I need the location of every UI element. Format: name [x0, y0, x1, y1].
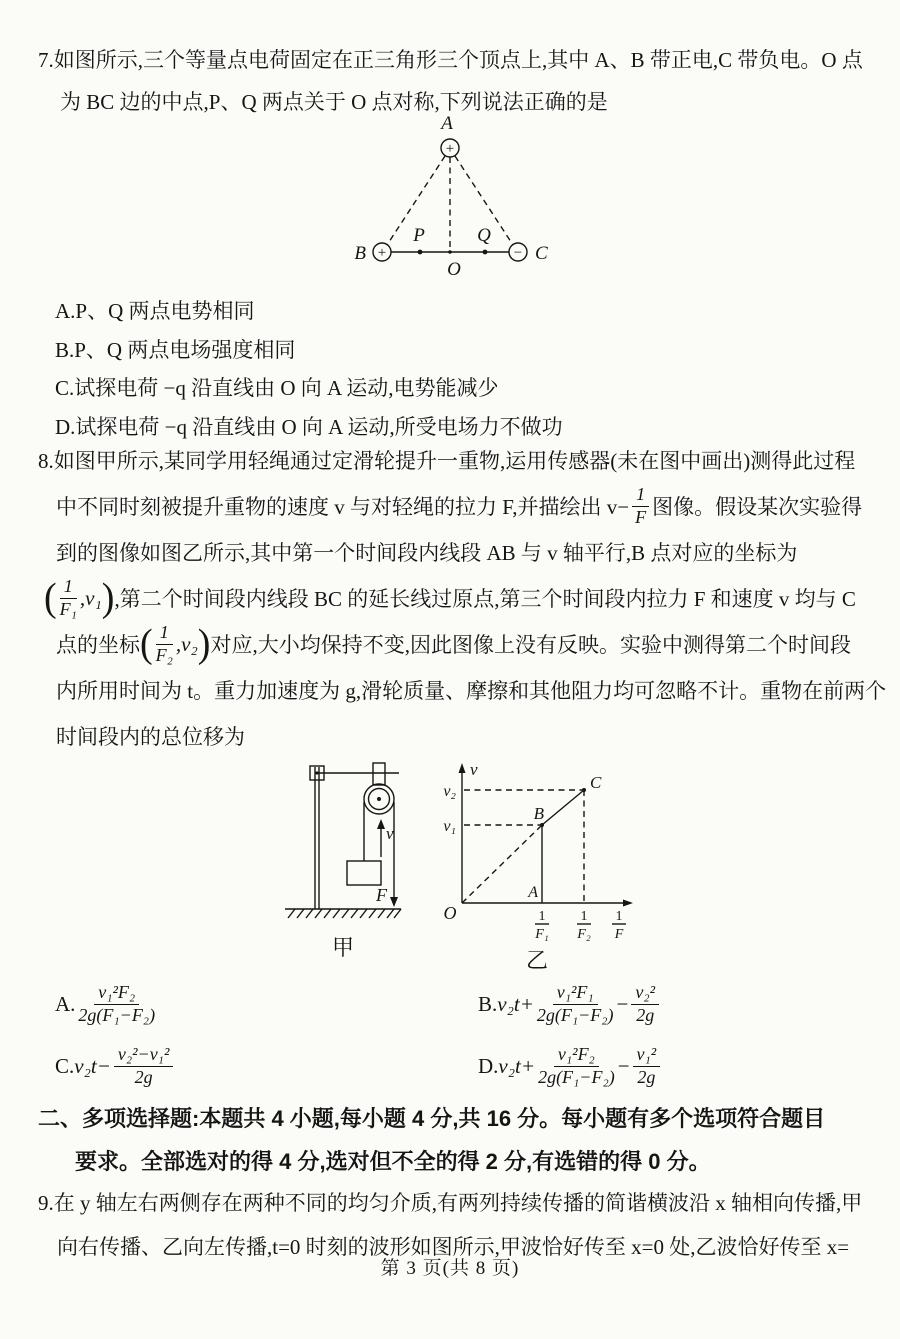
q7-option-c: C.试探电荷 −q 沿直线由 O 向 A 运动,电势能减少 [55, 376, 499, 401]
section-2-line-2: 要求。全部选对的得 4 分,选对但不全的得 2 分,有选错的得 0 分。 [75, 1149, 711, 1174]
weight-block [347, 861, 381, 885]
point-Q-dot [483, 250, 488, 255]
point-A-label: A [528, 884, 538, 901]
q8-line-6: 内所用时间为 t。重力加速度为 g,滑轮质量、摩擦和其他阻力均可忽略不计。重物在前两个 [56, 679, 887, 703]
option-b-fraction-1: $\frac{\text{v₁²F₁}}{\text{2g(F₁−F₂)}}$ [536, 982, 614, 1025]
svg-text:1: 1 [580, 909, 588, 924]
open-paren: ( [140, 621, 153, 666]
q7-option-b: B.P、Q 两点电场强度相同 [55, 337, 296, 362]
q8-line-1: 8.如图甲所示,某同学用轻绳通过定滑轮提升一重物,运用传感器(未在图中画出)测得此过程 [38, 449, 856, 473]
q7-option-d: D.试探电荷 −q 沿直线由 O 向 A 运动,所受电场力不做功 [55, 414, 563, 439]
option-c-pre: v₂t− [74, 1053, 111, 1078]
F-label: F [376, 885, 387, 905]
option-d-minus: − [617, 1053, 630, 1078]
option-b-pre: v₂t+ [497, 991, 534, 1016]
section-2-header [38, 1097, 825, 1183]
option-b-minus: − [616, 991, 629, 1016]
q8-line-3: 到的图像如图乙所示,其中第一个时间段内线段 AB 与 v 轴平行,B 点对应的坐标为 [56, 541, 798, 565]
pulley-figure [283, 757, 403, 929]
one-over-F-fraction: $\frac{1}{F}$ [632, 485, 649, 527]
q8-line-5-text-after: 对应,大小均保持不变,因此图像上没有反映。实验中测得第二个时间段 [210, 633, 851, 657]
figure-yi-caption: 乙 [525, 948, 548, 973]
q7-line-1: 7.如图所示,三个等量点电荷固定在正三角形三个顶点上,其中 A、B 带正电,C 带负电。O 点 [38, 48, 863, 72]
charge-B-sign: + [377, 245, 387, 261]
q8-line-4 [38, 575, 888, 621]
q8-line-5-text: 点的坐标 [56, 633, 140, 657]
q8-line-2-text-after: 图像。假设某次实验得 [652, 495, 863, 519]
option-b-label: B. [478, 991, 498, 1016]
option-d-fraction-2: $\frac{\text{v₁²}}{2g}$ [633, 1045, 661, 1087]
label-Q: Q [477, 225, 491, 246]
label-C: C [535, 243, 548, 264]
label-O: O [447, 259, 461, 280]
q7-options [55, 291, 563, 445]
open-paren: ( [44, 575, 57, 620]
option-a-label: A. [55, 991, 76, 1016]
negative-charge-icon-C [509, 243, 527, 261]
origin-label: O [443, 903, 457, 923]
close-paren: ) [197, 621, 211, 666]
q7-line-2: 为 BC 边的中点,P、Q 两点关于 O 点对称,下列说法正确的是 [60, 90, 608, 114]
q7-triangle-figure [325, 112, 585, 284]
x-axis-label-1-over-F [612, 909, 626, 942]
svg-text:F: F [614, 927, 624, 942]
ground [285, 909, 401, 918]
q9-line-2: 向右传播、乙向左传播,t=0 时刻的波形如图所示,甲波恰好传至 x=0 处,乙波恰好传至 x= [57, 1235, 850, 1259]
question-8 [38, 437, 888, 759]
q9-line-1: 9.在 y 轴左右两侧存在两种不同的均匀介质,有两列持续传播的简谐横波沿 x 轴相向传播,甲 [38, 1191, 863, 1215]
v1-tick-label: v₁ [443, 818, 456, 835]
x-tick-1-over-F1 [534, 909, 549, 942]
label-P: P [413, 225, 425, 246]
q7-figure [325, 112, 585, 284]
triangle-construction-lines [387, 156, 513, 252]
charge-A-sign: + [445, 141, 455, 157]
close-paren: ) [101, 575, 115, 620]
point-O-dot [448, 250, 452, 254]
coord-v1: ,v₁ [79, 585, 102, 610]
q8-figure-yi [432, 757, 642, 975]
label-A: A [441, 113, 453, 134]
option-d-label: D. [478, 1053, 499, 1078]
construction-lines [462, 790, 584, 903]
svg-text:F₁: F₁ [535, 927, 549, 942]
point-B-label: B [533, 804, 544, 823]
y-axis-arrowhead [459, 763, 466, 773]
q8-line-2 [38, 483, 888, 529]
option-a-fraction: $\frac{\text{v₁²F₂}}{\text{2g(F₁−F₂)}}$ [78, 982, 156, 1025]
q8-line-5 [38, 621, 888, 667]
svg-text:F₂: F₂ [577, 927, 591, 942]
v-inverse-f-graph [432, 757, 642, 942]
option-c-label: C. [55, 1053, 75, 1078]
rope-right-force-arrow [390, 802, 398, 907]
page-number-footer: 第 3 页(共 8 页) [380, 1258, 520, 1279]
point-C-label: C [590, 773, 602, 792]
pulley-wheel [364, 763, 394, 814]
point-P-dot [418, 250, 423, 255]
q8-option-a [55, 975, 158, 1033]
point-C-dot [582, 788, 586, 792]
q7-option-a: A.P、Q 两点电势相同 [55, 299, 255, 324]
q8-line-4-text: ,第二个时间段内线段 BC 的延长线过原点,第三个时间段内拉力 F 和速度 v 均与 C [114, 587, 856, 611]
v-label: v [386, 824, 394, 843]
y-axis-label: v [470, 760, 478, 779]
label-B: B [354, 243, 366, 264]
velocity-arrow [377, 819, 385, 857]
q8-option-d [478, 1037, 663, 1095]
section-2-line-1: 二、多项选择题:本题共 4 小题,每小题 4 分,共 16 分。每小题有多个选项符合题目 [38, 1106, 826, 1131]
x-axis-arrowhead [623, 900, 633, 907]
option-d-fraction-1: $\frac{\text{v₁²F₂}}{\text{2g(F₁−F₂)}}$ [538, 1044, 615, 1087]
question-7 [38, 38, 886, 122]
positive-charge-icon-A [441, 139, 459, 157]
coord-v2: ,v₂ [175, 631, 198, 656]
v2-tick-label: v₂ [443, 783, 456, 800]
point-B-dot [540, 823, 544, 827]
one-over-F1-fraction: $\frac{1}{\text{F₁}}$ [59, 576, 77, 619]
charge-C-sign: − [513, 245, 523, 261]
figure-jia-caption: 甲 [331, 935, 354, 960]
q8-option-b [478, 975, 662, 1033]
q8-line-2-text: 中不同时刻被提升重物的速度 v 与对轻绳的拉力 F,并描绘出 v− [56, 495, 630, 519]
svg-text:1: 1 [538, 909, 546, 924]
q8-option-c [55, 1037, 176, 1095]
option-b-fraction-2: $\frac{\text{v₂²}}{2g}$ [631, 983, 659, 1025]
x-tick-1-over-F2 [576, 909, 591, 942]
axes [459, 763, 634, 907]
positive-charge-icon-B [373, 243, 391, 261]
svg-text:1: 1 [615, 909, 623, 924]
one-over-F2-fraction: $\frac{1}{\text{F₂}}$ [155, 622, 173, 665]
option-d-pre: v₂t+ [498, 1053, 536, 1078]
q8-line-7: 时间段内的总位移为 [56, 725, 245, 749]
option-c-fraction: $\frac{\text{v₂²−v₁²}}{2g}$ [114, 1045, 173, 1087]
q8-figure-jia [283, 757, 403, 962]
